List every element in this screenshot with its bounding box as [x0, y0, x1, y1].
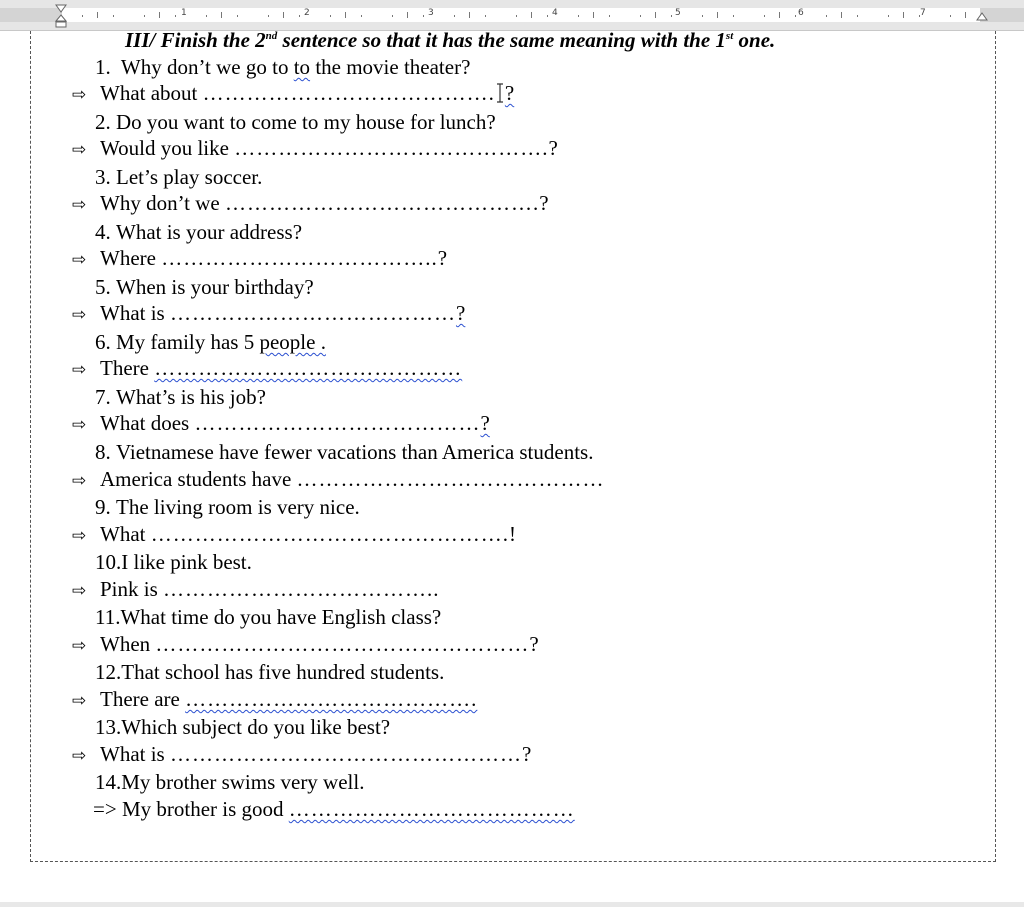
- question-4[interactable]: 4. What is your address?: [95, 220, 303, 244]
- answer-14[interactable]: => My brother is good …………………………………: [93, 797, 575, 821]
- ruler-tick: [392, 15, 393, 17]
- ruler-tick: [221, 12, 222, 18]
- question-6[interactable]: 6. My family has 5 people .: [95, 330, 326, 354]
- arrow-icon: ⇨: [72, 526, 87, 546]
- arrow-icon: ⇨: [72, 636, 87, 656]
- answer-9[interactable]: ⇨ What ………………………………………….!: [72, 521, 516, 549]
- answer-12[interactable]: ⇨ There are ………………………………….: [72, 686, 477, 714]
- ruler-tick: [702, 15, 703, 17]
- arrow-icon: ⇨: [72, 195, 87, 215]
- ruler-tick: [454, 15, 455, 17]
- ruler-tick: [733, 15, 734, 17]
- ruler-number: 4: [552, 8, 558, 18]
- answer-10[interactable]: ⇨ Pink is ………………………………..: [72, 576, 440, 604]
- question-8[interactable]: 8. Vietnamese have fewer vacations than America students.: [95, 440, 594, 464]
- answer-1[interactable]: ⇨ What about …………………………………. ?: [72, 80, 514, 108]
- answer-11[interactable]: ⇨ When ……………………………………………?: [72, 631, 539, 659]
- ruler-tick: [640, 15, 641, 17]
- ruler-tick: [268, 15, 269, 17]
- ruler-tick: [655, 12, 656, 18]
- ruler-tick: [144, 15, 145, 17]
- ruler-track: [0, 8, 1024, 22]
- ruler-tick: [159, 12, 160, 18]
- ruler-tick: [826, 15, 827, 17]
- arrow-icon: ⇨: [72, 471, 87, 491]
- question-3[interactable]: 3. Let’s play soccer.: [95, 165, 263, 189]
- ruler-tick: [609, 15, 610, 17]
- ruler-tick: [82, 15, 83, 17]
- answer-13[interactable]: ⇨ What is …………………………………………?: [72, 741, 531, 769]
- ruler-tick: [888, 15, 889, 17]
- ruler-tick: [764, 15, 765, 17]
- ruler-tick: [547, 15, 548, 17]
- arrow-icon: ⇨: [72, 250, 87, 270]
- answer-3[interactable]: ⇨ Why don’t we …………………………………….?: [72, 190, 549, 218]
- ruler-tick: [857, 15, 858, 17]
- ruler-tick: [795, 15, 796, 17]
- arrow-icon: ⇨: [72, 691, 87, 711]
- arrow-icon: ⇨: [72, 415, 87, 435]
- ruler-number: 5: [675, 8, 681, 18]
- ruler-tick: [671, 15, 672, 17]
- ruler-tick: [485, 15, 486, 17]
- ruler-tick: [779, 12, 780, 18]
- horizontal-ruler[interactable]: [0, 0, 1024, 31]
- question-7[interactable]: 7. What’s is his job?: [95, 385, 266, 409]
- right-indent-marker-icon[interactable]: [976, 12, 988, 24]
- ruler-number: 1: [181, 8, 187, 18]
- answer-4[interactable]: ⇨ Where ………………………………..?: [72, 245, 447, 273]
- question-1[interactable]: 1. Why don’t we go to to the movie theater?: [95, 55, 471, 79]
- ruler-tick: [97, 12, 98, 18]
- ruler-tick: [113, 15, 114, 17]
- ruler-number: 7: [920, 8, 926, 18]
- ruler-tick: [345, 12, 346, 18]
- ruler-tick: [206, 15, 207, 17]
- question-2[interactable]: 2. Do you want to come to my house for lunch?: [95, 110, 496, 134]
- ruler-tick: [903, 12, 904, 18]
- ruler-tick: [593, 12, 594, 18]
- arrow-icon: ⇨: [72, 140, 87, 160]
- ruler-tick: [361, 15, 362, 17]
- arrow-icon: ⇨: [72, 305, 87, 325]
- arrow-icon: ⇨: [72, 85, 87, 105]
- answer-6[interactable]: ⇨ There ……………………………………: [72, 355, 462, 383]
- ruler-left-margin: [0, 8, 62, 22]
- text-cursor-icon: [496, 83, 504, 103]
- ruler-number: 2: [304, 8, 310, 18]
- ruler-tick: [469, 12, 470, 18]
- spelling-flag: to: [293, 55, 311, 79]
- ruler-tick: [717, 12, 718, 18]
- ruler-tick: [950, 15, 951, 17]
- ruler-tick: [423, 15, 424, 17]
- ruler-tick: [841, 12, 842, 18]
- ruler-tick: [965, 12, 966, 18]
- question-13[interactable]: 13.Which subject do you like best?: [95, 715, 391, 739]
- ruler-tick: [283, 12, 284, 18]
- ruler-tick: [516, 15, 517, 17]
- ruler-tick: [175, 15, 176, 17]
- question-10[interactable]: 10.I like pink best.: [95, 550, 252, 574]
- question-9[interactable]: 9. The living room is very nice.: [95, 495, 360, 519]
- ruler-number: 3: [428, 8, 434, 18]
- ruler-number: 6: [798, 8, 804, 18]
- indent-marker-icon[interactable]: [55, 4, 67, 28]
- answer-7[interactable]: ⇨ What does …………………………………?: [72, 410, 490, 438]
- ruler-tick: [578, 15, 579, 17]
- status-bar-edge: [0, 902, 1024, 907]
- answer-5[interactable]: ⇨ What is …………………………………?: [72, 300, 465, 328]
- worksheet-heading: III/ Finish the 2nd sentence so that it has the same meaning with the 1st one.: [125, 28, 776, 52]
- arrow-icon: ⇨: [72, 581, 87, 601]
- ruler-tick: [531, 12, 532, 18]
- question-14[interactable]: 14.My brother swims very well.: [95, 770, 365, 794]
- arrow-icon: ⇨: [72, 360, 87, 380]
- question-5[interactable]: 5. When is your birthday?: [95, 275, 314, 299]
- ruler-tick: [330, 15, 331, 17]
- question-11[interactable]: 11.What time do you have English class?: [95, 605, 442, 629]
- answer-2[interactable]: ⇨ Would you like …………………………………….?: [72, 135, 558, 163]
- question-12[interactable]: 12.That school has five hundred students.: [95, 660, 445, 684]
- answer-8[interactable]: ⇨ America students have ……………………………………: [72, 466, 605, 494]
- ruler-tick: [237, 15, 238, 17]
- arrow-text: =>: [93, 797, 117, 821]
- ruler-tick: [299, 15, 300, 17]
- arrow-icon: ⇨: [72, 746, 87, 766]
- ruler-tick: [407, 12, 408, 18]
